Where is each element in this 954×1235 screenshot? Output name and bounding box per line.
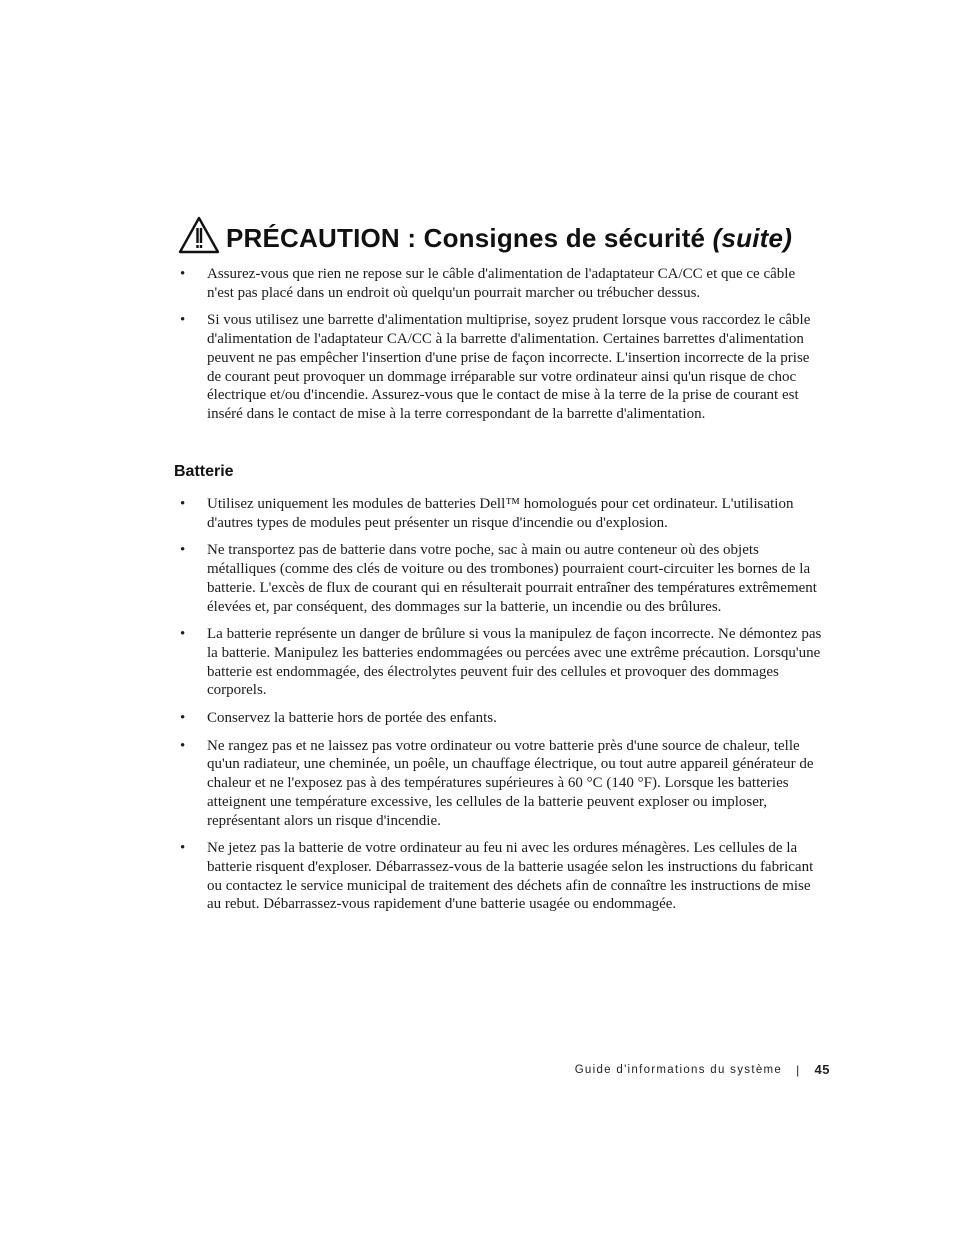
list-item-text: Conservez la batterie hors de portée des enfants.	[207, 710, 497, 727]
list-item	[178, 311, 823, 423]
list-item	[178, 737, 823, 831]
list-item	[178, 265, 823, 302]
list-item	[178, 839, 823, 914]
page-footer	[575, 1062, 830, 1077]
list-item	[178, 625, 823, 700]
list-item-text: Ne transportez pas de batterie dans votre poche, sac à main ou autre conteneur où des objets métalliques (comme des clés de voiture ou des trombones) pourraient court-circuiter les bornes de la batterie. L'excès de flux de courant qui en résulterait pourrait entraîner des températures extrêmement élevées et, par conséquent, des dommages sur la batterie, un incendie ou des brûlures.	[207, 542, 817, 615]
bullet: •	[180, 312, 186, 329]
warning-triangle-icon	[178, 216, 220, 254]
page-title-suffix: (suite)	[712, 222, 793, 253]
list-item	[178, 495, 823, 532]
footer-guide-title: Guide d'informations du système	[574, 1063, 783, 1076]
bullet: •	[180, 710, 186, 727]
list-item-text: Utilisez uniquement les modules de batteries Dell™ homologués pour cet ordinateur. L'utilisation d'autres types de modules peut présenter un risque d'incendie ou d'explosion.	[207, 496, 794, 531]
bullet: •	[180, 496, 186, 512]
list-item-text: Assurez-vous que rien ne repose sur le câble d'alimentation de l'adaptateur CA/CC et que ce câble n'est pas placé dans un endroit où quelqu'un pourrait marcher ou trébucher dessus.	[207, 266, 796, 301]
list-item-text: La batterie représente un danger de brûlure si vous la manipulez de façon incorrecte. Ne démontez pas la batterie. Manipulez les batteries endommagées ou percées avec une extrême précaution. Lorsqu'une batterie est endommagée, des électrolytes peuvent fuir des cellules et provoquer des dommages corporels.	[207, 626, 822, 699]
bullet: •	[180, 542, 186, 559]
bullet: •	[180, 840, 186, 857]
page-title-main: PRÉCAUTION : Consignes de sécurité	[226, 222, 713, 253]
safety-list	[178, 265, 823, 433]
list-item-text: Ne rangez pas et ne laissez pas votre ordinateur ou votre batterie près d'une source de chaleur, telle qu'un radiateur, une cheminée, un poêle, un chauffage électrique, ou tout autre appareil générateur de chaleur et ne l'exposez pas à des températures supérieures à 60 °C (140 °F). Lorsque les batteries atteignent une température excessive, les cellules de la batterie peuvent exploser ou imploser, représentant alors un risque d'incendie.	[207, 737, 814, 829]
bullet: •	[180, 266, 186, 282]
page-heading	[178, 216, 792, 254]
page-number: 45	[814, 1062, 830, 1077]
bullet: •	[180, 737, 186, 754]
bullet: •	[180, 626, 186, 643]
battery-list	[178, 495, 823, 923]
list-item-text: Si vous utilisez une barrette d'alimentation multiprise, soyez prudent lorsque vous raccordez le câble d'alimentation de l'adaptateur CA/CC à la barrette d'alimentation. Certaines barrettes d'alimentation peuvent ne pas empêcher l'insertion d'une prise de façon incorrecte. L'insertion incorrecte de la prise de courant peut provoquer un dommage irréparable sur votre ordinateur ainsi qu'un risque de choc électrique et/ou d'incendie. Assurez-vous que le contact de mise à la terre de la prise de courant est inséré dans le contact de mise à la terre correspondant de la barrette d'alimentation.	[207, 312, 811, 422]
list-item	[178, 541, 823, 616]
battery-section-title: Batterie	[174, 463, 234, 480]
footer-separator: |	[796, 1062, 801, 1077]
list-item	[178, 709, 823, 728]
page-title	[226, 223, 792, 254]
list-item-text: Ne jetez pas la batterie de votre ordinateur au feu ni avec les ordures ménagères. Les cellules de la batterie risquent d'exploser. Débarrassez-vous de la batterie usagée selon les instructions du fabricant ou contactez le service municipal de traitement des déchets afin de connaître les instructions de mise au rebut. Débarrassez-vous rapidement d'une batterie usagée ou endommagée.	[207, 840, 814, 913]
